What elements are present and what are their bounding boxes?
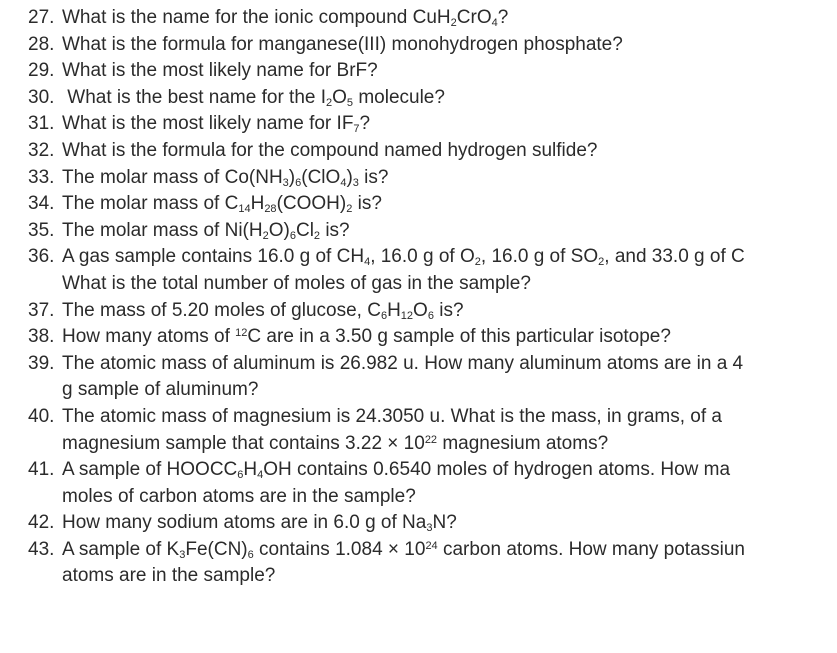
question-item [0, 324, 837, 351]
question-number: 28. [28, 33, 55, 55]
question-text: What is the name for the ionic compound CuH$_2$CrO$_4$? [62, 7, 509, 29]
question-item [0, 510, 837, 537]
question-text: The molar mass of $C_{14}H_{28}(COOH)_2$ is? [62, 193, 382, 216]
question-item [0, 58, 837, 85]
question-number: 38. [28, 326, 55, 348]
question-item [0, 404, 837, 431]
question-number: 37. [28, 299, 55, 321]
question-number: 29. [28, 60, 55, 82]
question-text: A sample of $HOOCC_6H_4OH$ contains 0.6540 moles of hydrogen atoms. How ma [62, 459, 731, 482]
question-item [0, 244, 837, 271]
question-text: How many sodium atoms are in 6.0 g of $Na_3N$? [62, 512, 457, 535]
question-item [0, 298, 837, 325]
question-continuation: moles of carbon atoms are in the sample? [62, 485, 416, 507]
question-number: 34. [28, 193, 55, 215]
question-continuation: What is the total number of moles of gas in the sample? [62, 272, 531, 294]
question-text: The atomic mass of aluminum is 26.982 u. How many aluminum atoms are in a 4 [62, 352, 744, 374]
question-item [0, 85, 837, 112]
question-item [0, 5, 837, 32]
question-number: 43. [28, 538, 55, 560]
question-item [0, 111, 837, 138]
question-number: 39. [28, 352, 55, 374]
question-text: What is the formula for the compound named hydrogen sulfide? [62, 139, 598, 161]
question-text: A sample of $K_3Fe(CN)_6$ contains $1.084 \times 10^{24}$ carbon atoms. How many potassiun [62, 538, 745, 561]
question-continuation: atoms are in the sample? [62, 565, 276, 587]
question-number: 30. [28, 86, 55, 108]
question-number: 27. [28, 7, 55, 28]
question-text: What is the best name for the $I_2O_5$ molecule? [62, 86, 445, 109]
question-text: How many atoms of $^{12}$C are in a 3.50 g sample of this particular isotope? [62, 326, 671, 348]
question-text: What is the formula for manganese(III) monohydrogen phosphate? [62, 33, 623, 55]
question-item [0, 138, 837, 165]
question-number: 35. [28, 219, 55, 241]
question-text: The molar mass of $Co(NH_3)_6(ClO_4)_3$ is? [62, 166, 389, 189]
question-text: The mass of 5.20 moles of glucose, $C_6H_{12}O_6$ is? [62, 299, 464, 322]
question-text: The atomic mass of magnesium is 24.3050 u. What is the mass, in grams, of a [62, 405, 722, 427]
question-item [0, 537, 837, 564]
question-number: 33. [28, 166, 55, 188]
question-number: 32. [28, 139, 55, 161]
question-continuation: g sample of aluminum? [62, 379, 259, 401]
question-text: A gas sample contains 16.0 g of $CH_4$, 16.0 g of $O_2$, 16.0 g of $SO_2$, and 33.0 g of C [62, 246, 745, 269]
question-item [0, 351, 837, 378]
question-number: 40. [28, 405, 55, 427]
question-number: 41. [28, 459, 55, 481]
question-item [0, 165, 837, 192]
question-item [0, 191, 837, 218]
question-item [0, 457, 837, 484]
question-item [0, 32, 837, 59]
question-list [0, 5, 837, 653]
question-item [0, 218, 837, 245]
question-number: 31. [28, 113, 55, 135]
question-text: What is the most likely name for $IF_7$? [62, 113, 371, 136]
question-continuation: magnesium sample that contains $3.22 \times 10^{22}$ magnesium atoms? [62, 432, 609, 454]
question-text: What is the most likely name for BrF? [62, 60, 378, 82]
question-text: The molar mass of $Ni(H_2O)_6Cl_2$ is? [62, 219, 350, 242]
question-number: 36. [28, 246, 55, 268]
question-number: 42. [28, 512, 55, 534]
